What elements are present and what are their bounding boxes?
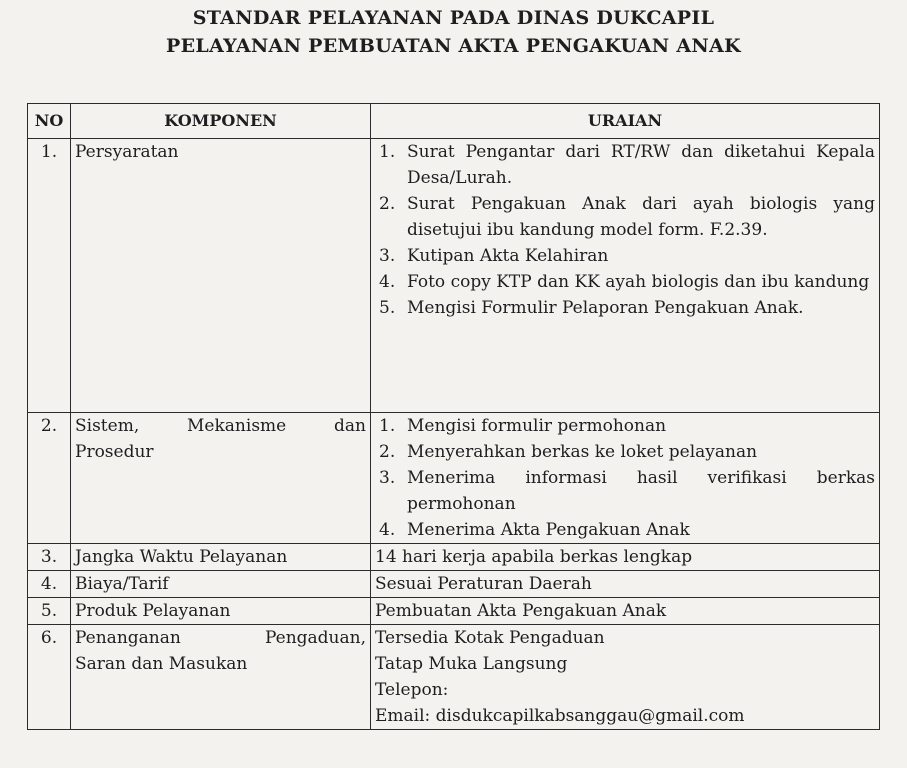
row-komponen: Persyaratan [71,139,371,413]
row-number: 4. [28,571,71,598]
row-uraian [371,625,880,730]
table-row [28,139,880,413]
list-item: 4. Foto copy KTP dan KK ayah biologis dan ibu kandung [379,272,870,292]
complaint-email: Email: disdukcapilkabsanggau@gmail.com [375,706,745,726]
list-item: 2. Surat Pengakuan Anak dari ayah biologis yang disetujui ibu kandung model form. F.2.39. [379,194,875,240]
title-line-2: PELAYANAN PEMBUATAN AKTA PENGAKUAN ANAK [166,35,741,57]
row-uraian [371,139,880,413]
document-title [0,4,907,60]
row-komponen: Produk Pelayanan [71,598,371,625]
row-uraian: Pembuatan Akta Pengakuan Anak [371,598,880,625]
row-number: 5. [28,598,71,625]
row-number: 6. [28,625,71,730]
row-number: 2. [28,413,71,544]
list-item: 1. Mengisi formulir permohonan [379,416,667,436]
komponen-line: Saran dan Masukan [75,654,248,674]
row-uraian: Sesuai Peraturan Daerah [371,571,880,598]
list-item: 5. Mengisi Formulir Pelaporan Pengakuan Anak. [379,298,804,318]
list-item: 1. Surat Pengantar dari RT/RW dan diketahui Kepala Desa/Lurah. [379,142,875,188]
row-komponen: Jangka Waktu Pelayanan [71,544,371,571]
header-komponen: KOMPONEN [71,104,371,139]
table-row [28,413,880,544]
row-komponen [71,625,371,730]
complaint-channel: Tersedia Kotak Pengaduan [375,628,605,648]
requirements-list [375,139,875,321]
table-header-row [28,104,880,139]
header-uraian: URAIAN [371,104,880,139]
service-standard-table [27,103,880,730]
table-row [28,598,880,625]
title-line-1: STANDAR PELAYANAN PADA DINAS DUKCAPIL [192,7,715,29]
procedure-list [375,413,875,543]
list-item: 2. Menyerahkan berkas ke loket pelayanan [379,442,758,462]
list-item: 3. Menerima informasi hasil verifikasi berkas permohonan [379,468,875,514]
table-row [28,571,880,598]
komponen-line: Sistem, Mekanisme dan [75,416,366,436]
table-row [28,625,880,730]
complaint-channel: Telepon: [375,680,449,700]
header-no: NO [28,104,71,139]
row-komponen: Biaya/Tarif [71,571,371,598]
komponen-line: Penanganan Pengaduan, [75,628,366,648]
komponen-line: Prosedur [75,442,154,462]
table-row [28,544,880,571]
row-komponen [71,413,371,544]
row-number: 3. [28,544,71,571]
row-uraian [371,413,880,544]
row-number: 1. [28,139,71,413]
list-item: 4. Menerima Akta Pengakuan Anak [379,520,690,540]
row-uraian: 14 hari kerja apabila berkas lengkap [371,544,880,571]
list-item: 3. Kutipan Akta Kelahiran [379,246,609,266]
complaint-channel: Tatap Muka Langsung [375,654,568,674]
